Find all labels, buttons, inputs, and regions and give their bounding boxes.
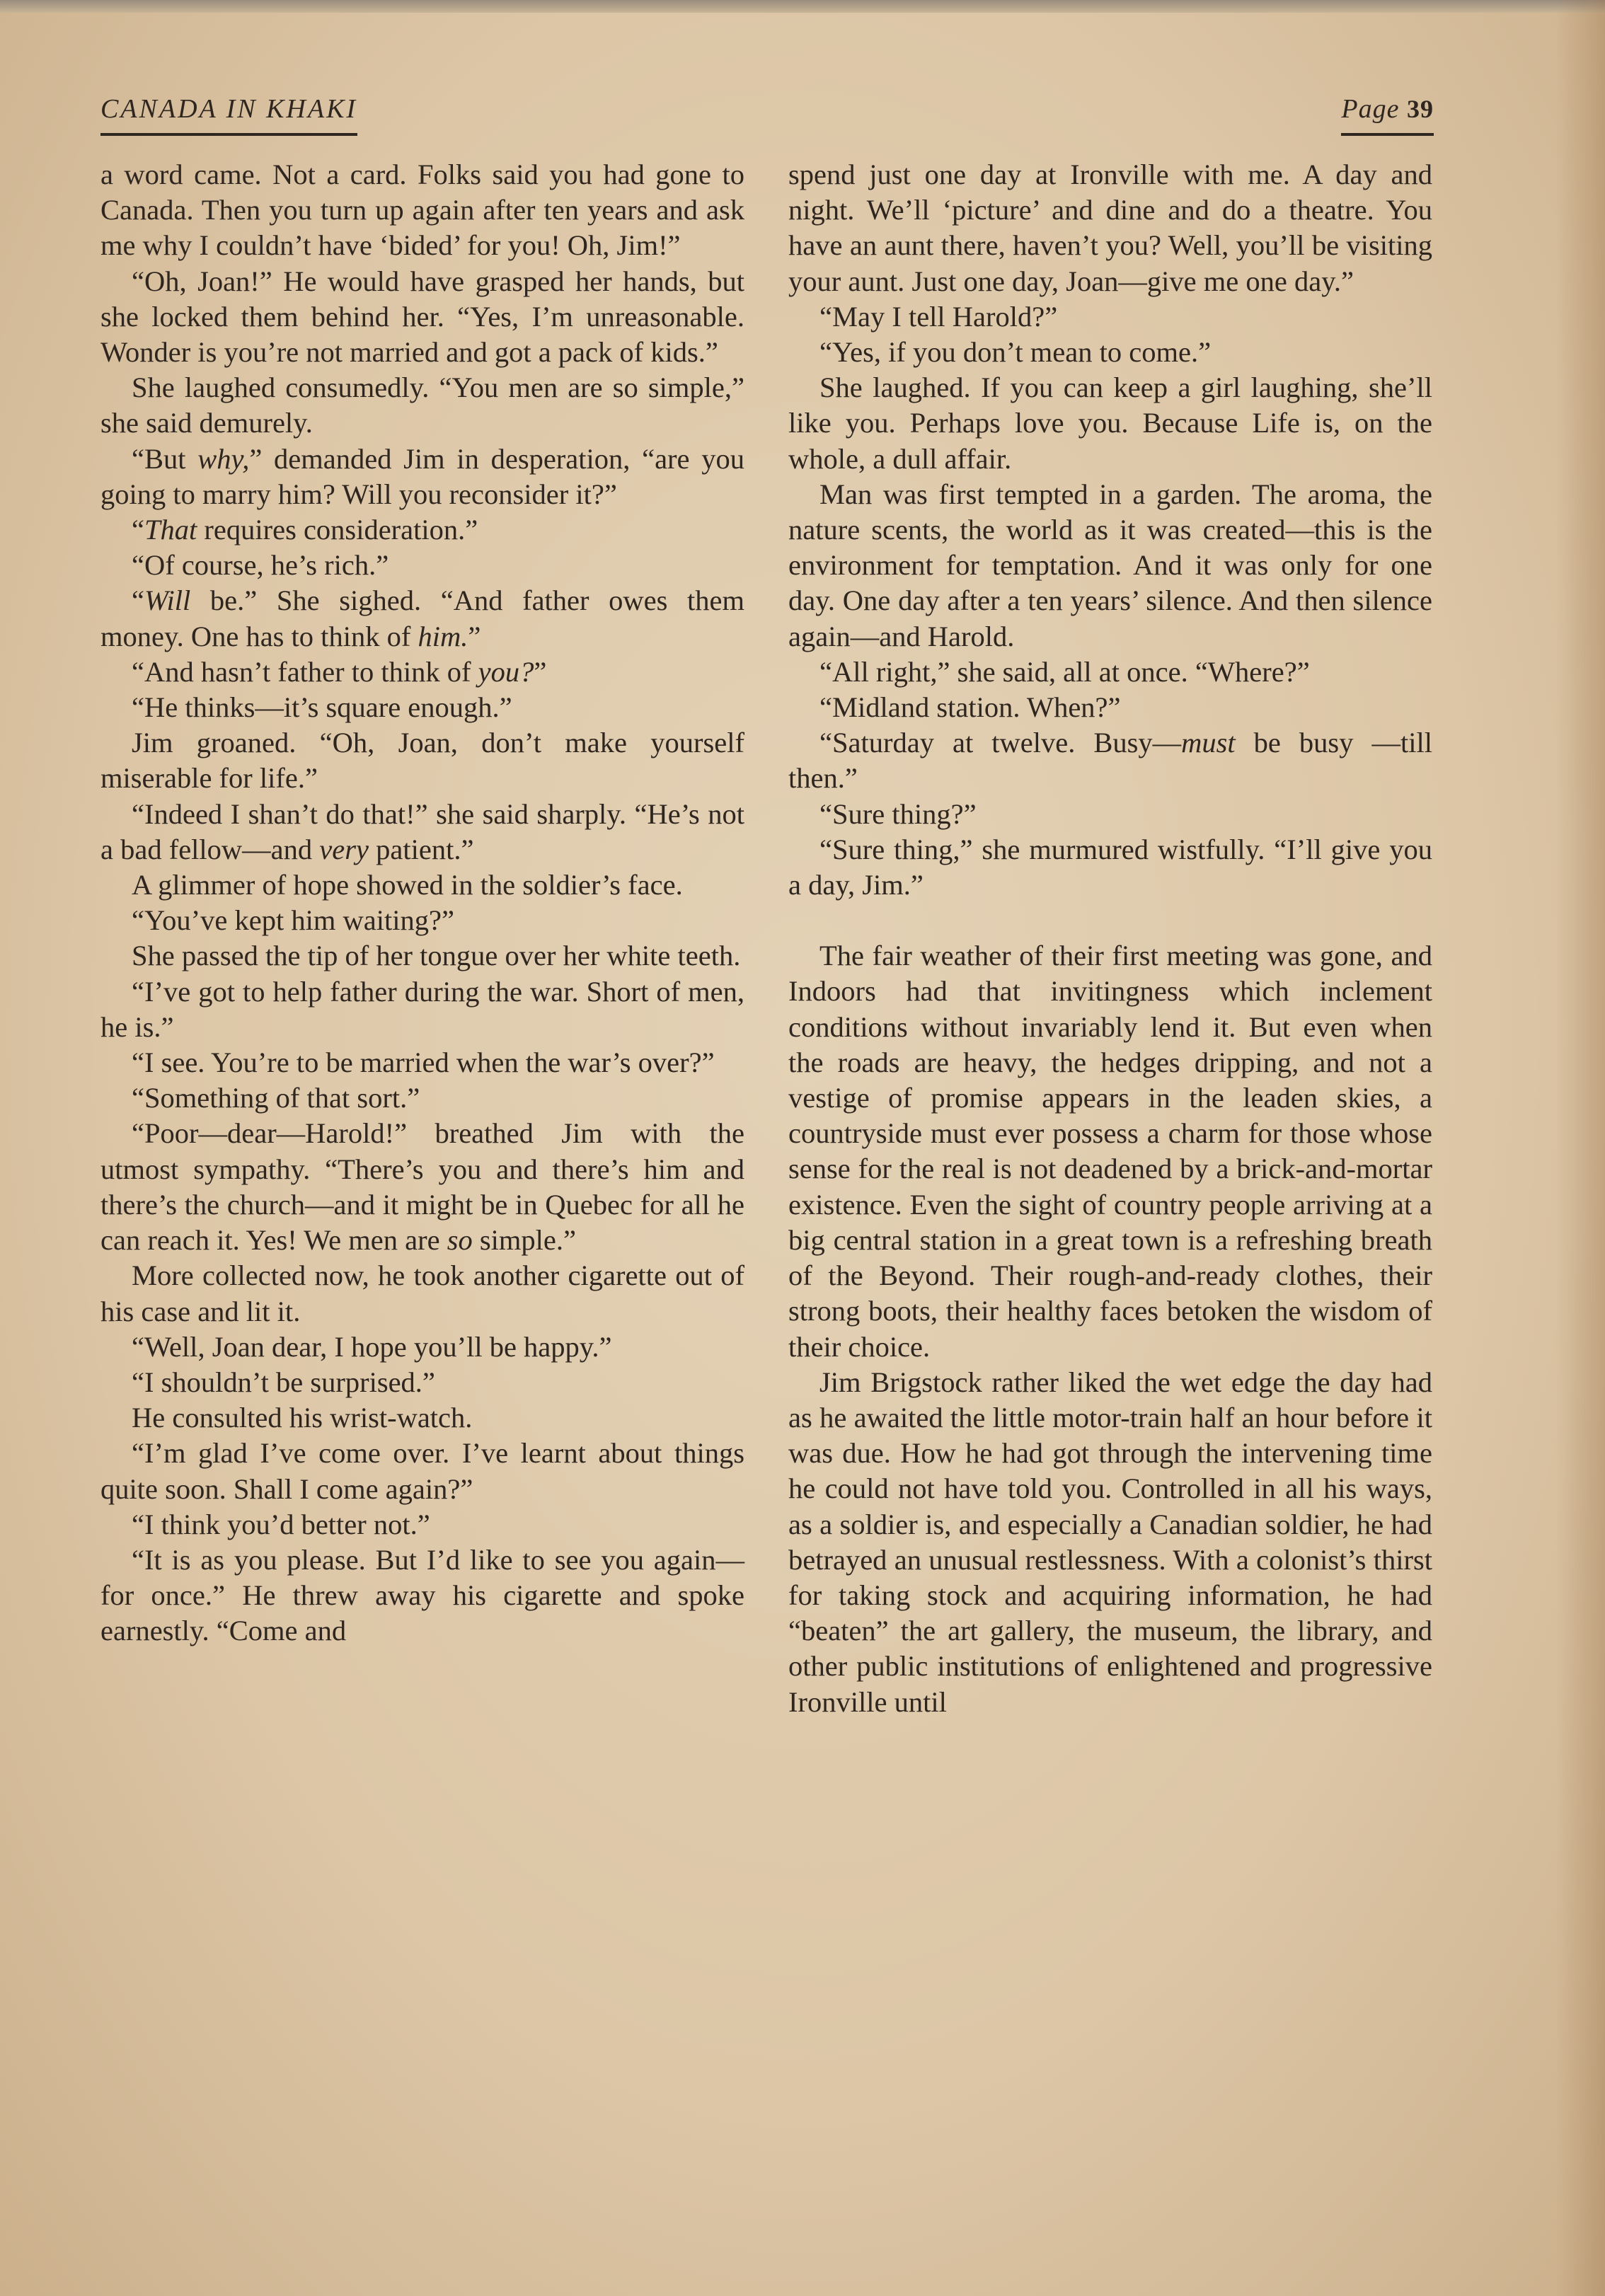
paragraph <box>788 938 1432 1364</box>
page-top-edge <box>0 0 1605 13</box>
paragraph <box>100 797 744 867</box>
paragraph <box>788 299 1432 335</box>
text-run: The fair weather of their first meeting was gone, and Indoors had that invitingness which inclement conditions without invariably lend it. But even when the roads are heavy, the hedges dripping, and not a vestige of promise appears in the leaden skies, a countryside must ever possess a charm for those whose sense for the real is not deadened by a brick-and-mortar existence. Even the sight of country people arriving at a big central station in a great town is a refreshing breath of the Beyond. Their rough-and-ready clothes, their strong boots, their healthy faces betoken the wisdom of their choice. <box>788 940 1432 1363</box>
text-run: “Something of that sort.” <box>132 1082 420 1114</box>
page-number-label <box>1341 91 1434 136</box>
paragraph <box>100 938 744 974</box>
text-run: requires consideration.” <box>197 514 478 546</box>
text-run: He consulted his wrist-watch. <box>132 1402 473 1434</box>
paragraph <box>788 725 1432 796</box>
text-run: “I’ve got to help father during the war. Short of men, he is.” <box>100 975 744 1043</box>
paragraph <box>100 1542 744 1649</box>
italic-text: why, <box>197 442 250 475</box>
text-run: be busy —till then.” <box>788 727 1432 795</box>
paragraph <box>100 264 744 371</box>
text-run: “I’m glad I’ve come over. I’ve learnt about things quite soon. Shall I come again?” <box>100 1437 744 1505</box>
paragraph <box>100 654 744 690</box>
text-run: Jim groaned. “Oh, Joan, don’t make yourself miserable for life.” <box>100 727 744 795</box>
text-run: “Well, Joan dear, I hope you’ll be happy.” <box>132 1330 612 1363</box>
text-run: Jim Brigstock rather liked the wet edge the day had as he awaited the little motor-train half an hour before it was due. How he had got through the intervening time he could not have told you. Controlled in all his ways, as a soldier is, and especially a Canadian soldier, he had betrayed an unusual restlessness. With a colonist’s thirst for taking stock and acquiring information, he had “beaten” the art gallery, the museum, the library, and other public institutions of enlightened and progressive Ironville until <box>788 1366 1432 1718</box>
text-run: “ <box>132 514 144 546</box>
section-break <box>788 903 1432 938</box>
paragraph <box>788 1365 1432 1720</box>
text-run: “I see. You’re to be married when the war’s over?” <box>132 1046 715 1079</box>
text-run: “Yes, if you don’t mean to come.” <box>819 336 1212 369</box>
italic-text: Will <box>144 584 191 617</box>
paragraph <box>100 725 744 796</box>
text-run: She laughed. If you can keep a girl laughing, she’ll like you. Perhaps love you. Because Life is, on the whole, a dull affair. <box>788 371 1432 475</box>
paragraph <box>100 583 744 654</box>
text-run: a word came. Not a card. Folks said you had gone to Canada. Then you turn up again after ten years and ask me why I couldn’t have ‘bided’ for you! Oh, Jim!” <box>100 158 744 262</box>
text-run: “Poor—dear—Harold!” breathed Jim with the utmost sympathy. “There’s you and there’s him and there’s the church—and it might be in Quebec for all he can reach it. Yes! We men are <box>100 1117 744 1257</box>
text-run: Man was first tempted in a garden. The aroma, the nature scents, the world as it was created—this is the environment for temptation. And it was only for one day. One day after a ten years’ silence. And then silence again—and Harold. <box>788 478 1432 652</box>
text-run: “Midland station. When?” <box>819 691 1121 724</box>
italic-text: That <box>144 514 197 546</box>
running-header <box>100 91 1434 140</box>
text-run: “Of course, he’s rich.” <box>132 549 389 582</box>
left-text-column <box>100 157 744 1649</box>
text-run: “Sure thing?” <box>819 797 977 830</box>
paragraph <box>788 832 1432 903</box>
text-run: “ <box>132 584 144 617</box>
paragraph <box>100 974 744 1045</box>
text-run: “Indeed I shan’t do that!” she said sharply. “He’s not a bad fellow—and <box>100 797 744 865</box>
text-run: “You’ve kept him waiting?” <box>132 904 454 937</box>
text-run: “Oh, Joan!” He would have grasped her hands, but she locked them behind her. “Yes, I’m unreasonable. Wonder is you’re not married and got a pack of kids.” <box>100 265 744 369</box>
text-run: patient.” <box>368 833 474 865</box>
page-number: 39 <box>1407 95 1434 123</box>
paragraph <box>100 1258 744 1329</box>
text-run: “Sure thing,” she murmured wistfully. “I’ll give you a day, Jim.” <box>788 833 1432 901</box>
page-spine-shadow <box>1555 0 1605 2296</box>
text-run: “I shouldn’t be surprised.” <box>132 1366 435 1398</box>
text-run: She laughed consumedly. “You men are so simple,” she said demurely. <box>100 371 744 439</box>
paragraph <box>100 1365 744 1400</box>
paragraph <box>100 1507 744 1542</box>
paragraph <box>100 548 744 583</box>
text-run: “I think you’d better not.” <box>132 1508 430 1540</box>
text-run: She passed the tip of her tongue over her white teeth. <box>132 940 741 972</box>
paragraph <box>100 1116 744 1258</box>
paragraph <box>100 690 744 725</box>
paragraph <box>788 654 1432 690</box>
paragraph <box>100 1400 744 1436</box>
text-run: A glimmer of hope showed in the soldier’s face. <box>132 869 683 901</box>
paragraph <box>100 370 744 441</box>
text-run: be.” She sighed. “And father owes them money. One has to think of <box>100 584 744 652</box>
italic-text: must <box>1181 727 1236 759</box>
text-run: “All right,” she said, all at once. “Where?” <box>819 655 1310 688</box>
text-run: “He thinks—it’s square enough.” <box>132 691 512 724</box>
text-run: “Saturday at twelve. Busy— <box>819 727 1182 759</box>
text-run: “May I tell Harold?” <box>819 300 1058 333</box>
text-run: “And hasn’t father to think of <box>132 655 478 688</box>
paragraph <box>100 512 744 548</box>
italic-text: him. <box>418 620 468 652</box>
italic-text: you? <box>478 655 534 688</box>
paragraph <box>788 477 1432 654</box>
paragraph <box>100 157 744 264</box>
text-run: ” <box>468 620 481 652</box>
paragraph <box>100 903 744 938</box>
text-run: ” demanded Jim in desperation, “are you going to marry him? Will you reconsider it?” <box>100 442 744 510</box>
paragraph <box>100 867 744 903</box>
paragraph <box>100 1436 744 1506</box>
paragraph <box>788 370 1432 477</box>
text-run: “But <box>132 442 198 475</box>
italic-text: very <box>319 833 369 865</box>
paragraph <box>788 335 1432 370</box>
text-run: ” <box>534 655 547 688</box>
paragraph <box>788 157 1432 299</box>
paragraph <box>788 690 1432 725</box>
paragraph <box>100 1080 744 1116</box>
italic-text: so <box>447 1224 473 1257</box>
page-label: Page <box>1341 94 1400 124</box>
paragraph <box>788 797 1432 832</box>
magazine-title: CANADA IN KHAKI <box>100 91 357 136</box>
paragraph <box>100 1045 744 1080</box>
text-run: simple.” <box>472 1224 576 1257</box>
paragraph <box>100 442 744 512</box>
text-run: “It is as you please. But I’d like to see you again—for once.” He threw away his cigarette and spoke earnestly. “Come and <box>100 1543 744 1647</box>
text-run: More collected now, he took another cigarette out of his case and lit it. <box>100 1259 744 1327</box>
paragraph <box>100 1329 744 1365</box>
right-text-column <box>788 157 1432 1720</box>
text-run: spend just one day at Ironville with me. A day and night. We’ll ‘picture’ and dine and do a theatre. You have an aunt there, haven’t you? Well, you’ll be visiting your aunt. Just one day, Joan—give me one day.” <box>788 158 1432 297</box>
